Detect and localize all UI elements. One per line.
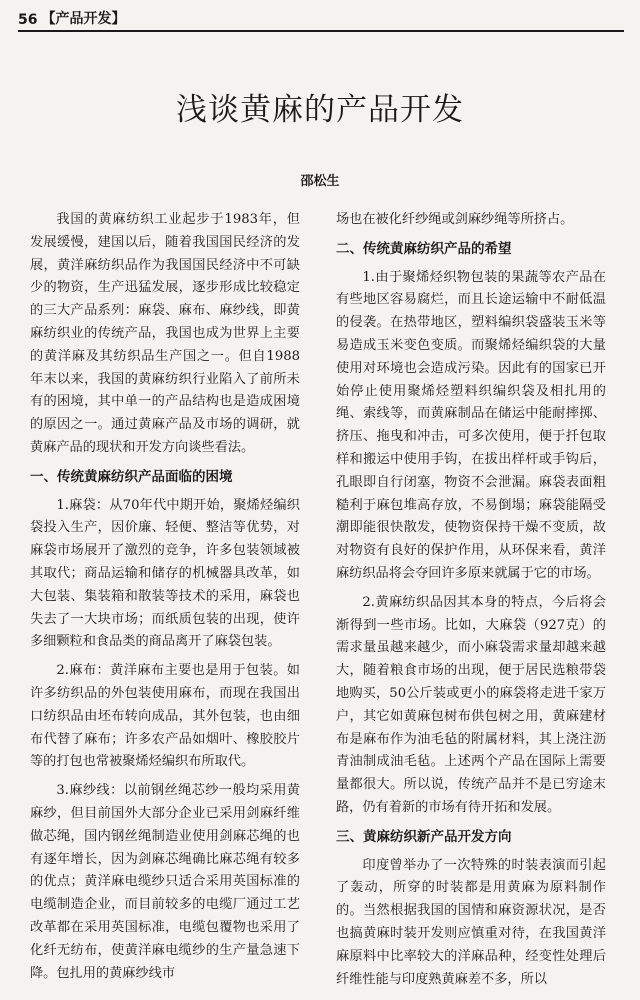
section-label: 【产品开发】 [41,11,126,27]
paragraph-hope-1: 1.由于聚烯烃织物包装的果蔬等农产品在有些地区容易腐烂，而且长途运输中不耐低温的侵袭。在热带地区，塑料编织袋盛装玉米等易造成玉米变色变质。而聚烯烃编织袋的大量使用对环境也会造成污染。因此有的国家已开始停止使用聚烯烃塑料织编织袋及相扎用的绳、索线等，而黄麻制品在储运中能耐摔掷、挤压、拖曳和冲击，可多次使用，便于扦包取样和搬运中使用手钩，在拔出样杆或手钩后，孔眼即自行闭塞，物资不会泄漏。麻袋表面粗糙利于麻包堆高存放，不易倒塌；麻袋能隔受潮即能很快散发，使物资保持干燥不变质，故对物资有良好的保护作用，从环保来看，黄洋麻纺织品将会夺回许多原来就属于它的市场。 [336,269,606,581]
section-heading-2: 二、传统黄麻纺织产品的希望 [336,240,512,257]
section-heading-3: 三、黄麻纺织新产品开发方向 [336,828,512,845]
article-author: 邵松生 [300,174,340,189]
paragraph-hope-2: 2.黄麻纺织品因其本身的特点，今后将会渐得到一些市场。比如，大麻袋（927克）的需求量虽越来越少，而小麻袋需求量却越来越大，随着粮食市场的出现，便于居民选粮带袋地购买，50公斤装或更小的麻袋将走进千家万户，其它如黄麻包树布供包树之用，黄麻建材布是麻布作为油毛毡的附属材料，其上浇注沥青油制成油毛毡。上述两个产品在国际上需要量都很大。所以说，传统产品并不是已穷途末路，仍有着新的市场有待开拓和发展。 [336,594,606,815]
paragraph-intro: 我国的黄麻纺织工业起步于1983年，但发展缓慢，建国以后，随着我国国民经济的发展，黄洋麻纺织品作为我国国民经济中不可缺少的物资，生产迅猛发展，逐步形成比较稳定的三大产品系列：麻袋、麻布、麻纱线，即黄麻纺织业的传统产品，我国也成为世界上主要的黄洋麻及其纺织品生产国之一。但自1988年末以来，我国的黄麻纺织行业陷入了前所未有的困境，其中单一的产品结构也是造成困境的原因之一。通过黄麻产品及市场的调研，就黄麻产品的现状和开发方向谈些看法。 [30,212,300,455]
paragraph-cloth: 2.麻布：黄洋麻布主要也是用于包装。如许多纺织品的外包装使用麻布，而现在我国出口纺织品由坯布转向成品，其外包装，也由细布代替了麻布；许多农产品如烟叶、橡胶胶片等的打包也常被聚烯烃编织布所取代。 [30,663,300,770]
paragraph-yarn: 3.麻纱线：以前钢丝绳芯纱一般均采用黄麻纱，但目前国外大部分企业已采用剑麻纤维做芯绳，国内钢丝绳制造业使用剑麻芯绳的也有逐年增长，因为剑麻芯绳确比麻芯绳有较多的优点；黄洋麻电缆纱只适合采用英国标准的电缆制造企业，而目前较多的电缆厂通过工艺改革都在采用英国标准，电缆包覆物也采用了化纤无纺布，使黄洋麻电缆纱的生产量急速下降。包扎用的黄麻纱线市 [30,783,300,981]
section-heading-1: 一、传统黄麻纺织产品面临的困境 [30,468,233,485]
page-header [18,6,624,32]
paragraph-sacks: 1.麻袋：从70年代中期开始，聚烯烃编织袋投入生产，因价廉、轻便、整洁等优势，对麻袋市场展开了激烈的竞争，许多包装领域被其取代；商品运输和储存的机械器具改革，如大包装、集装箱和散装等技术的采用，麻袋也失去了一大块市场；而纸质包装的出现，使许多细颗粒和食品类的商品离开了麻袋包装。 [30,497,300,650]
article-title: 浅谈黄麻的产品开发 [176,92,464,128]
left-column [30,209,300,994]
page-number: 56 [18,12,38,28]
paragraph-new-products: 印度曾举办了一次特殊的时装表演而引起了轰动，所穿的时装都是用黄麻为原料制作的。当然根据我国的国情和麻资源状况，是否也搞黄麻时装开发则应慎重对待，在我国黄洋麻原料中比率较大的洋麻品种，经变性处理后纤维性能与印度熟黄麻差不多，所以 [336,857,606,987]
paragraph-continued: 场也在被化纤纱绳或剑麻纱绳等所挤占。 [336,212,574,227]
right-column [336,209,606,994]
